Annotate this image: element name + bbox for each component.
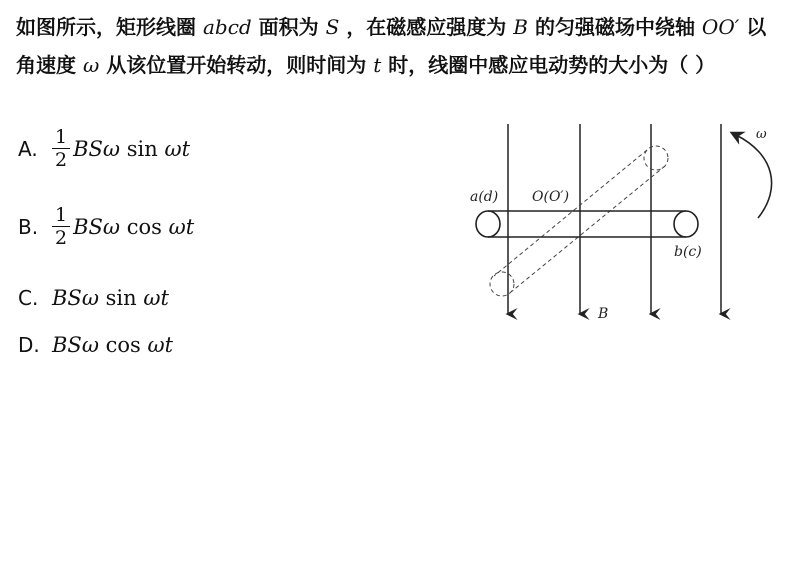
option-letter: A. [18, 136, 38, 161]
expr-arg: ωt [147, 333, 174, 357]
label-B: B [598, 306, 609, 322]
option-letter: B. [18, 214, 39, 239]
math-abcd: abcd [202, 15, 252, 39]
option-expression [73, 214, 194, 240]
magnetic-field-lines [508, 124, 721, 314]
option-c[interactable] [18, 285, 169, 311]
coil [476, 211, 698, 237]
fraction-numerator: 1 [52, 204, 70, 227]
option-b[interactable] [18, 204, 194, 249]
coil-diagram [462, 118, 782, 328]
expr-arg: ωt [164, 136, 191, 161]
expr-base: BSω [52, 286, 99, 310]
fraction [52, 126, 70, 171]
fraction-denominator: 2 [55, 149, 68, 171]
option-expression [52, 285, 169, 311]
question-part: 面积为 [258, 15, 319, 39]
expr-arg: ωt [168, 214, 195, 239]
expr-base: BSω [73, 136, 121, 161]
fraction [52, 204, 70, 249]
label-omega: ω [756, 127, 767, 142]
option-expression [52, 332, 173, 358]
option-expression [73, 136, 190, 162]
math-S: S [325, 15, 340, 39]
fraction-numerator: 1 [52, 126, 70, 149]
question-part: 的匀强磁场中绕轴 [534, 15, 695, 39]
coil-end-bc [674, 211, 698, 237]
question-part: 从该位置开始转动，则时间为 [106, 53, 367, 77]
coil-end-ad [476, 211, 500, 237]
expr-base: BSω [73, 214, 121, 239]
expr-base: BSω [52, 333, 99, 357]
expr-func: sin [105, 286, 137, 310]
label-ad: a(d) [470, 189, 499, 205]
fraction-denominator: 2 [55, 227, 68, 249]
question-part: 如图所示，矩形线圈 [16, 15, 196, 39]
question-part: ，在磁感应强度为 [346, 15, 507, 39]
question-part: 以角速度 [16, 15, 767, 77]
math-axis: OO′ [701, 15, 740, 39]
math-omega: ω [82, 53, 100, 77]
option-letter: C. [18, 286, 39, 310]
option-d[interactable] [18, 332, 173, 358]
math-t: t [373, 53, 382, 77]
question-text [16, 8, 774, 84]
expr-arg: ωt [143, 286, 169, 310]
expr-func: cos [126, 214, 162, 239]
rotation-arrow [736, 135, 772, 218]
label-axis: O(O′) [532, 189, 570, 205]
label-bc: b(c) [674, 244, 702, 260]
option-letter: D. [18, 333, 40, 357]
math-B: B [513, 15, 528, 39]
rotated-coil-dashed [490, 146, 668, 296]
option-a[interactable] [18, 126, 190, 171]
question-part: 时，线圈中感应电动势的大小为（ ） [388, 53, 716, 77]
expr-func: sin [126, 136, 158, 161]
expr-func: cos [105, 333, 141, 357]
